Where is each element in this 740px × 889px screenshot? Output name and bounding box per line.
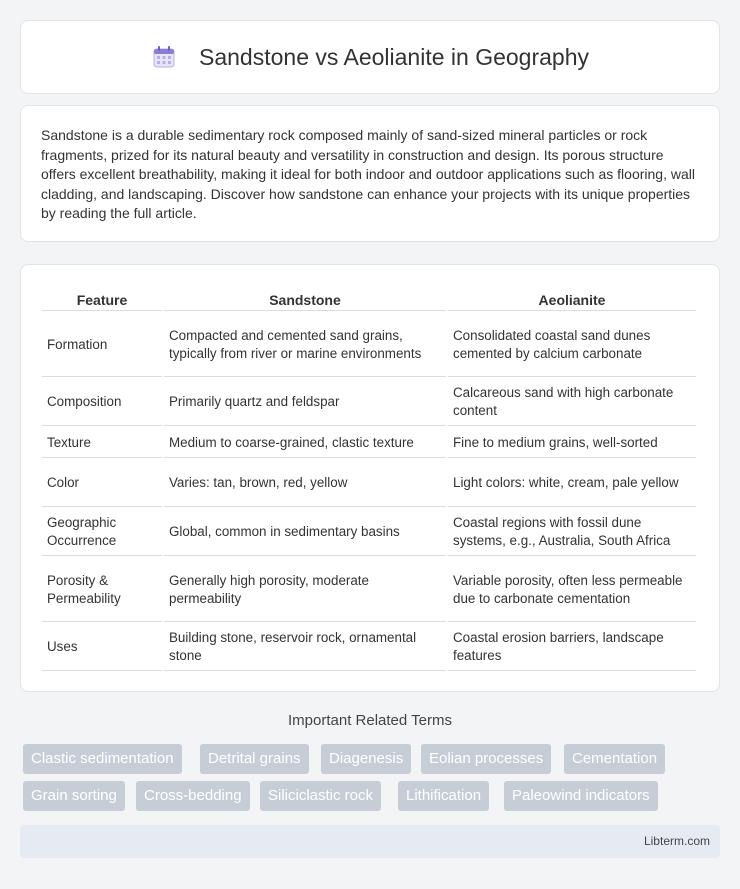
title-card: [20, 20, 720, 94]
calendar-icon: [151, 44, 177, 70]
related-terms-heading: Important Related Terms: [288, 712, 452, 729]
table-cell: Calcareous sand with high carbonate content: [448, 379, 696, 426]
table-row: [42, 558, 696, 622]
related-term-tag[interactable]: Diagenesis: [321, 744, 411, 774]
footer-site-link[interactable]: Libterm.com: [643, 834, 710, 848]
table-cell: Color: [42, 460, 162, 507]
related-term-tag[interactable]: Detrital grains: [200, 744, 309, 774]
table-cell: Coastal erosion barriers, landscape features: [448, 624, 696, 671]
intro-card: [20, 105, 720, 242]
footer: [20, 825, 720, 858]
table-cell: Texture: [42, 428, 162, 458]
table-cell: Medium to coarse-grained, clastic texture: [164, 428, 446, 458]
table-row: [42, 460, 696, 507]
column-header-aeolianite: Aeolianite: [448, 287, 696, 311]
table-row: [42, 624, 696, 671]
table-cell: Uses: [42, 624, 162, 671]
table-row: [42, 428, 696, 458]
table-cell: Formation: [42, 313, 162, 377]
related-term-tag[interactable]: Grain sorting: [23, 781, 125, 811]
column-header-feature: Feature: [42, 287, 162, 311]
related-term-tag[interactable]: Clastic sedimentation: [23, 744, 182, 774]
table-row: [42, 313, 696, 377]
table-cell: Consolidated coastal sand dunes cemented by calcium carbonate: [448, 313, 696, 377]
table-cell: Primarily quartz and feldspar: [164, 379, 446, 426]
table-cell: Building stone, reservoir rock, ornamental stone: [164, 624, 446, 671]
related-term-tag[interactable]: Lithification: [398, 781, 489, 811]
table-cell: Light colors: white, cream, pale yellow: [448, 460, 696, 507]
table-cell: Varies: tan, brown, red, yellow: [164, 460, 446, 507]
table-cell: Compacted and cemented sand grains, typically from river or marine environments: [164, 313, 446, 377]
table-cell: Composition: [42, 379, 162, 426]
table-header-row: [42, 287, 696, 311]
related-term-tag[interactable]: Eolian processes: [421, 744, 551, 774]
table-row: [42, 379, 696, 426]
table-cell: Coastal regions with fossil dune systems, e.g., Australia, South Africa: [448, 509, 696, 556]
table-cell: Fine to medium grains, well-sorted: [448, 428, 696, 458]
comparison-card: [20, 264, 720, 692]
intro-text: Sandstone is a durable sedimentary rock composed mainly of sand-sized mineral particles or rock fragments, prized for its natural beauty and versatility in construction and design. Its porous structure offers excellent breathability, making it ideal for both indoor and outdoor applications such as flooring, wall cladding, and landscaping. Discover how sandstone can enhance your projects with its unique properties by reading the full article.: [41, 127, 695, 222]
table-cell: Generally high porosity, moderate permeability: [164, 558, 446, 622]
related-term-tag[interactable]: Paleowind indicators: [504, 781, 658, 811]
table-cell: Variable porosity, often less permeable due to carbonate cementation: [448, 558, 696, 622]
comparison-table: [40, 285, 698, 673]
table-row: [42, 509, 696, 556]
table-cell: Geographic Occurrence: [42, 509, 162, 556]
related-term-tag[interactable]: Cross-bedding: [136, 781, 250, 811]
table-cell: Porosity & Permeability: [42, 558, 162, 622]
column-header-sandstone: Sandstone: [164, 287, 446, 311]
table-cell: Global, common in sedimentary basins: [164, 509, 446, 556]
related-term-tag[interactable]: Cementation: [564, 744, 665, 774]
page-title: Sandstone vs Aeolianite in Geography: [199, 43, 589, 70]
related-term-tag[interactable]: Siliciclastic rock: [260, 781, 381, 811]
